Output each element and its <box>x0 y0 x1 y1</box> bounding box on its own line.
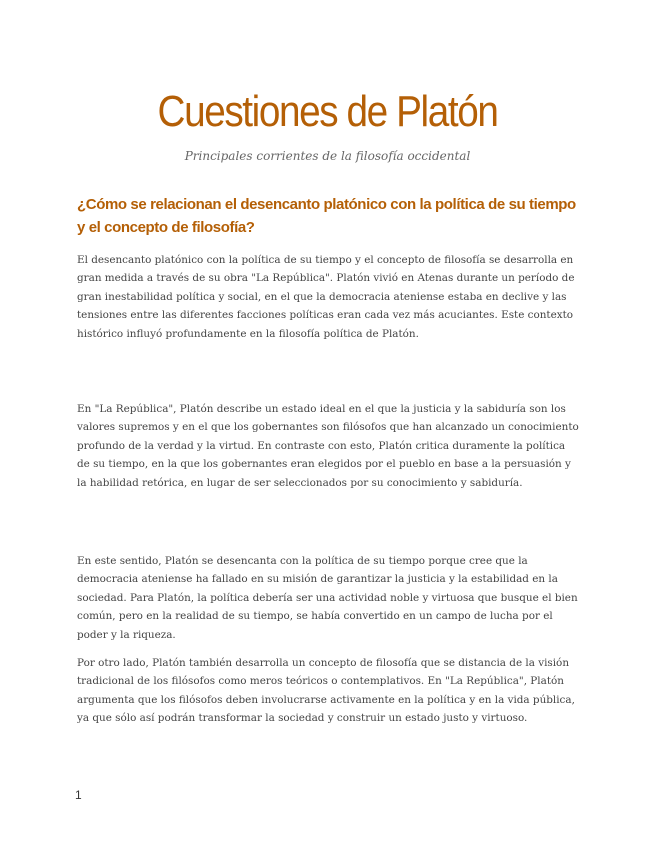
paragraph-3: En este sentido, Platón se desencanta con la política de su tiempo porque cree que la democracia ateniense ha fallado en su misión de garantizar la justicia y la estabilidad en la sociedad. Para Platón, la política debería ser una actividad noble y virtuosa que busque el bien común, pero en la realidad de su tiempo, se había convertido en un campo de lucha por el poder y la riqueza. <box>77 555 578 641</box>
document-title: Cuestiones de Platón <box>157 87 498 136</box>
paragraph-4: Por otro lado, Platón también desarrolla un concepto de filosofía que se distancia de la visión tradicional de los filósofos como meros teóricos o contemplativos. En "La República", Platón argumenta que los filósofos deben involucrarse activamente en la política y en la vida pública, ya que sólo así podrán transformar la sociedad y construir un estado justo y virtuoso. <box>77 657 575 725</box>
page-number: 1 <box>75 788 82 802</box>
paragraph-1: El desencanto platónico con la política de su tiempo y el concepto de filosofía se desarrolla en gran medida a través de su obra "La República". Platón vivió en Atenas durante un período de gran inestabilidad política y social, en el que la democracia ateniense estaba en declive y las tensiones entre las diferentes facciones políticas eran cada vez más acuciantes. Este contexto histórico influyó profundamente en la filosofía política de Platón. <box>77 254 575 340</box>
section-heading: ¿Cómo se relacionan el desencanto platónico con la política de su tiempo y el concepto de filosofía? <box>77 196 576 236</box>
paragraph-2: En "La República", Platón describe un estado ideal en el que la justicia y la sabiduría son los valores supremos y en el que los gobernantes son filósofos que han alcanzado un conocimiento profundo de la verdad y la virtud. En contraste con esto, Platón critica duramente la política de su tiempo, en la que los gobernantes eran elegidos por el pueblo en base a la persuasión y la habilidad retórica, en lugar de ser seleccionados por su conocimiento y sabiduría. <box>77 403 579 489</box>
document-subtitle: Principales corrientes de la filosofía occidental <box>184 149 471 163</box>
